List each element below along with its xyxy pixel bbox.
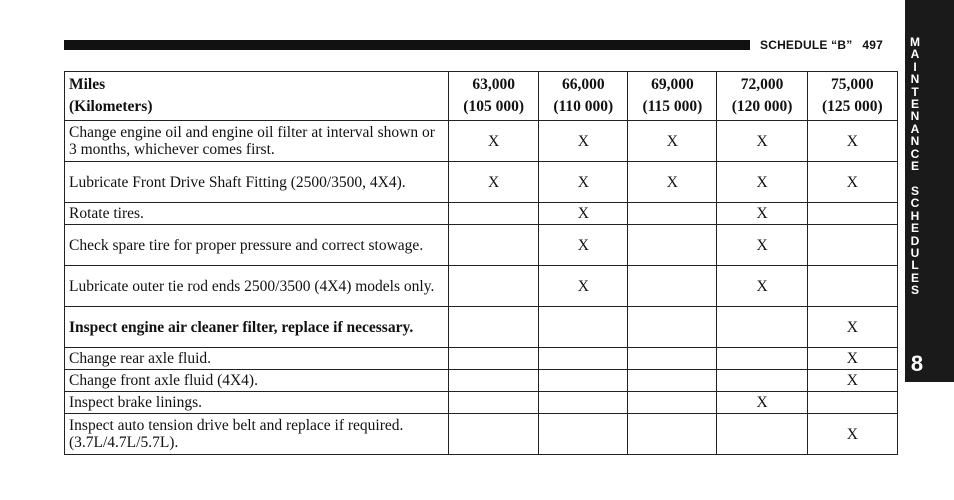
page-number: 497 [862,38,884,52]
service-mark-cell [449,307,539,348]
section-tab-letter: E [910,97,919,112]
service-mark-cell: X [717,225,807,266]
service-mark-cell: X [807,307,897,348]
column-header [807,72,897,121]
page-header [760,38,883,52]
column-km: (110 000) [553,98,614,115]
column-header [717,72,807,121]
service-mark-cell [449,392,539,414]
service-mark-cell [717,414,807,455]
service-mark-cell: X [539,266,628,307]
section-tab-letter [905,172,925,184]
service-mark-cell [807,392,897,414]
table-row [65,392,898,414]
service-mark-cell: X [539,225,628,266]
service-mark-cell [628,348,717,370]
service-mark-cell: X [717,392,807,414]
header-label-cell [65,72,449,121]
section-tab-letter: L [911,258,919,273]
service-mark-cell [449,414,539,455]
service-mark-cell: X [449,162,539,203]
service-mark-cell [628,203,717,225]
service-mark-cell: X [717,162,807,203]
service-mark-cell [628,225,717,266]
header-miles-label: Miles [69,76,106,93]
row-description: Lubricate outer tie rod ends 2500/3500 (4X4) models only. [65,266,449,307]
service-mark-cell: X [807,370,897,392]
service-mark-cell [717,307,807,348]
column-km: (120 000) [731,98,793,115]
service-mark-cell [717,348,807,370]
service-mark-cell [717,370,807,392]
table-row [65,307,898,348]
service-mark-cell [628,392,717,414]
column-header [628,72,717,121]
row-description: Lubricate Front Drive Shaft Fitting (2500/3500, 4X4). [65,162,449,203]
table-row [65,121,898,162]
row-description: Inspect auto tension drive belt and replace if required. (3.7L/4.7L/5.7L). [65,414,449,455]
service-mark-cell [539,370,628,392]
service-mark-cell [628,370,717,392]
service-mark-cell [539,348,628,370]
service-mark-cell: X [449,121,539,162]
service-mark-cell: X [717,121,807,162]
section-tab-letter: I [913,59,917,74]
section-tab-letter: E [910,270,919,285]
service-mark-cell [539,307,628,348]
section-tab-letter: E [910,221,919,236]
service-mark-cell [807,225,897,266]
table-row [65,370,898,392]
service-mark-cell [449,266,539,307]
section-tab[interactable] [905,0,954,382]
section-tab-letter: U [910,245,920,260]
service-mark-cell [628,307,717,348]
section-tab-letter: A [910,121,920,136]
service-mark-cell [807,203,897,225]
header-km-label: (Kilometers) [69,98,153,115]
table-row [65,162,898,203]
section-title: SCHEDULE “B” [760,38,853,52]
section-tab-letter: N [910,72,920,87]
table-row [65,414,898,455]
row-description: Change rear axle fluid. [65,348,449,370]
service-mark-cell: X [807,348,897,370]
service-mark-cell [628,414,717,455]
section-tab-letter: N [910,134,920,149]
table-row [65,266,898,307]
service-mark-cell: X [717,203,807,225]
service-mark-cell [539,414,628,455]
service-mark-cell: X [539,162,628,203]
service-mark-cell [807,266,897,307]
column-header [449,72,539,121]
column-km: (125 000) [821,98,883,115]
row-description: Inspect engine air cleaner filter, replace if necessary. [65,307,449,348]
service-mark-cell [449,203,539,225]
section-tab-letter: A [910,47,920,62]
service-mark-cell: X [628,162,717,203]
section-tab-letter: S [910,183,919,198]
section-tab-letter: C [910,196,920,211]
header-rule [64,40,750,50]
service-mark-cell: X [539,121,628,162]
section-tab-letter: S [910,283,919,298]
section-tab-letter: T [911,84,919,99]
section-tab-letter: C [910,146,920,161]
service-mark-cell: X [628,121,717,162]
column-miles: 66,000 [561,76,605,93]
service-mark-cell [449,225,539,266]
table-row [65,203,898,225]
service-mark-cell: X [539,203,628,225]
table-header-row [65,72,898,121]
service-mark-cell [628,266,717,307]
row-description: Inspect brake linings. [65,392,449,414]
table-row [65,348,898,370]
row-description: Check spare tire for proper pressure and correct stowage. [65,225,449,266]
service-mark-cell: X [717,266,807,307]
service-mark-cell [449,348,539,370]
section-tab-letter: E [910,159,919,174]
column-header [539,72,628,121]
section-tab-letter: M [910,35,920,49]
service-mark-cell: X [807,121,897,162]
section-tab-letter: H [910,208,920,223]
section-tab-number: 8 [910,351,924,376]
section-tab-letter: N [910,109,920,124]
table-row [65,225,898,266]
section-tab-label [905,36,925,297]
column-miles: 69,000 [651,76,694,93]
service-mark-cell: X [807,414,897,455]
service-mark-cell [539,392,628,414]
column-miles: 63,000 [472,76,515,93]
row-description: Change front axle fluid (4X4). [65,370,449,392]
service-mark-cell [449,370,539,392]
column-km: (105 000) [463,98,524,115]
column-miles: 72,000 [740,76,784,93]
column-km: (115 000) [642,98,703,115]
maintenance-schedule-table [64,71,898,455]
section-tab-letter: D [910,233,920,248]
row-description: Rotate tires. [65,203,449,225]
row-description: Change engine oil and engine oil filter at interval shown or 3 months, whichever comes first. [65,121,449,162]
column-miles: 75,000 [831,76,874,93]
service-mark-cell: X [807,162,897,203]
